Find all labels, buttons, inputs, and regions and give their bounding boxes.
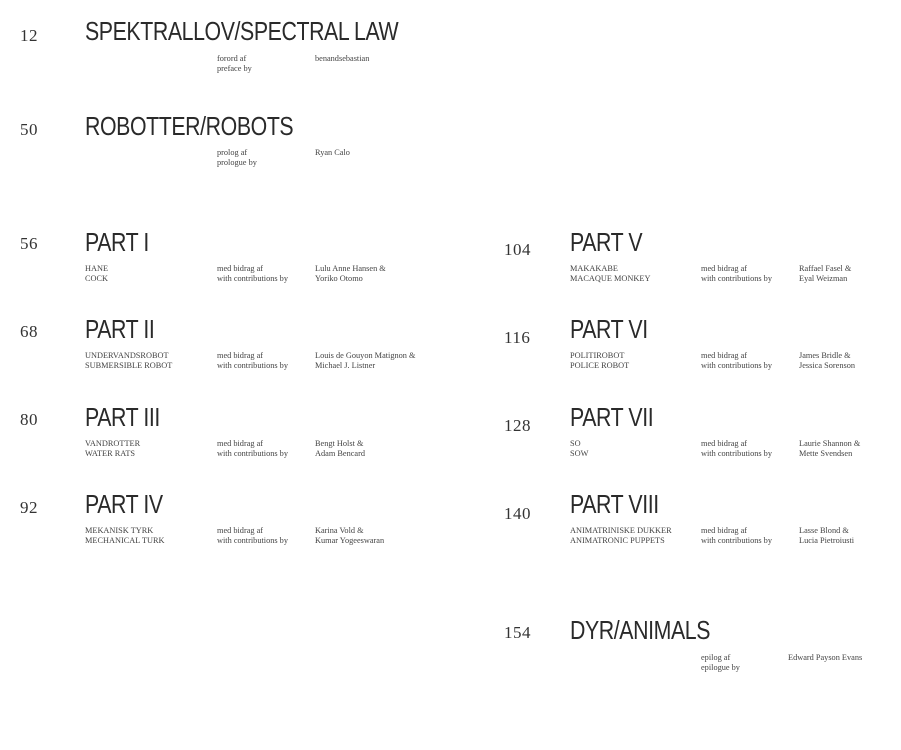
chapter-title: PART IV — [85, 489, 163, 519]
subtitle-da: ANIMATRINISKE DUKKER — [570, 526, 672, 535]
subtitle-da: VANDROTTER — [85, 439, 141, 448]
chapter-title: SPEKTRALLOV/SPECTRAL LAW — [85, 16, 399, 46]
subtitle-en: ANIMATRONIC PUPPETS — [570, 536, 665, 545]
role-en: with contributions by — [701, 449, 772, 458]
role-da: epilog af — [701, 653, 731, 662]
subtitle-en: COCK — [85, 274, 109, 283]
subtitle-en: SOW — [570, 449, 589, 458]
page-number: 104 — [504, 240, 531, 259]
role-label — [701, 439, 772, 459]
page-number: 12 — [20, 26, 38, 45]
role-en: preface by — [217, 64, 252, 73]
role-da: med bidrag af — [217, 526, 264, 535]
author-name: Ryan Calo — [315, 148, 350, 157]
author-name: Mette Svendsen — [799, 449, 853, 458]
author-names — [315, 351, 415, 371]
role-da: med bidrag af — [217, 351, 264, 360]
chapter-title: PART I — [85, 227, 149, 257]
chapter-title: DYR/ANIMALS — [570, 615, 711, 645]
subtitle-da: MAKAKABE — [570, 264, 618, 273]
role-label — [217, 264, 288, 284]
chapter-subtitle — [85, 526, 165, 546]
subtitle-en: SUBMERSIBLE ROBOT — [85, 361, 173, 370]
chapter-title: PART VIII — [570, 489, 659, 519]
role-da: med bidrag af — [701, 439, 748, 448]
author-name: Michael J. Listner — [315, 361, 376, 370]
role-label — [217, 54, 252, 74]
author-name: James Bridle & — [799, 351, 851, 360]
role-label — [701, 526, 772, 546]
role-label — [217, 439, 288, 459]
author-names — [315, 148, 350, 158]
role-en: epilogue by — [701, 663, 740, 672]
author-names — [799, 264, 851, 284]
role-da: forord af — [217, 54, 247, 63]
page-number: 154 — [504, 623, 531, 642]
role-da: med bidrag af — [701, 264, 748, 273]
author-name: Eyal Weizman — [799, 274, 848, 283]
author-name: Adam Bencard — [315, 449, 365, 458]
author-name: Karina Vold & — [315, 526, 364, 535]
author-name: Louis de Gouyon Matignon & — [315, 351, 416, 360]
role-en: with contributions by — [701, 361, 772, 370]
role-en: with contributions by — [217, 536, 288, 545]
author-name: Lulu Anne Hansen & — [315, 264, 386, 273]
role-en: prologue by — [217, 158, 257, 167]
page-number: 50 — [20, 120, 38, 139]
role-label — [701, 351, 772, 371]
role-en: with contributions by — [701, 536, 772, 545]
page-number: 140 — [504, 504, 531, 523]
role-en: with contributions by — [217, 449, 288, 458]
author-name: benandsebastian — [315, 54, 370, 63]
chapter-subtitle — [85, 439, 140, 459]
subtitle-da: MEKANISK TYRK — [85, 526, 154, 535]
role-da: med bidrag af — [701, 351, 748, 360]
subtitle-da: SO — [570, 439, 581, 448]
author-name: Laurie Shannon & — [799, 439, 861, 448]
subtitle-en: POLICE ROBOT — [570, 361, 630, 370]
page-number: 92 — [20, 498, 38, 517]
author-names — [315, 526, 384, 546]
role-en: with contributions by — [701, 274, 772, 283]
page-number: 68 — [20, 322, 38, 341]
subtitle-da: HANE — [85, 264, 109, 273]
role-label — [217, 148, 257, 168]
page-number: 80 — [20, 410, 38, 429]
subtitle-en: WATER RATS — [85, 449, 136, 458]
author-names — [315, 264, 386, 284]
chapter-title: PART II — [85, 314, 155, 344]
author-names — [799, 439, 860, 459]
role-label — [701, 653, 740, 673]
author-name: Lucia Pietroiusti — [799, 536, 855, 545]
chapter-subtitle — [85, 351, 172, 371]
author-names — [315, 54, 369, 64]
role-en: with contributions by — [217, 361, 288, 370]
role-label — [701, 264, 772, 284]
author-name: Lasse Blond & — [799, 526, 849, 535]
page-number: 116 — [504, 328, 531, 347]
chapter-subtitle — [570, 439, 588, 459]
chapter-subtitle — [570, 264, 650, 284]
chapter-title: PART VII — [570, 402, 654, 432]
chapter-subtitle — [85, 264, 108, 284]
role-da: prolog af — [217, 148, 248, 157]
page-number: 56 — [20, 234, 38, 253]
chapter-title: PART VI — [570, 314, 648, 344]
author-names — [788, 653, 862, 663]
chapter-title: PART III — [85, 402, 160, 432]
role-en: with contributions by — [217, 274, 288, 283]
chapter-title: PART V — [570, 227, 643, 257]
subtitle-da: UNDERVANDSROBOT — [85, 351, 169, 360]
author-name: Yoriko Otomo — [315, 274, 363, 283]
role-label — [217, 351, 288, 371]
role-da: med bidrag af — [701, 526, 748, 535]
role-label — [217, 526, 288, 546]
author-names — [799, 526, 854, 546]
author-name: Edward Payson Evans — [788, 653, 863, 662]
chapter-title: ROBOTTER/ROBOTS — [85, 111, 294, 141]
author-name: Kumar Yogeeswaran — [315, 536, 385, 545]
subtitle-da: POLITIROBOT — [570, 351, 625, 360]
chapter-subtitle — [570, 526, 672, 546]
chapter-subtitle — [570, 351, 629, 371]
page-number: 128 — [504, 416, 531, 435]
role-da: med bidrag af — [217, 264, 264, 273]
author-names — [799, 351, 855, 371]
author-names — [315, 439, 365, 459]
subtitle-en: MACAQUE MONKEY — [570, 274, 651, 283]
subtitle-en: MECHANICAL TURK — [85, 536, 165, 545]
author-name: Raffael Fasel & — [799, 264, 852, 273]
author-name: Bengt Holst & — [315, 439, 364, 448]
role-da: med bidrag af — [217, 439, 264, 448]
author-name: Jessica Sorenson — [799, 361, 855, 370]
